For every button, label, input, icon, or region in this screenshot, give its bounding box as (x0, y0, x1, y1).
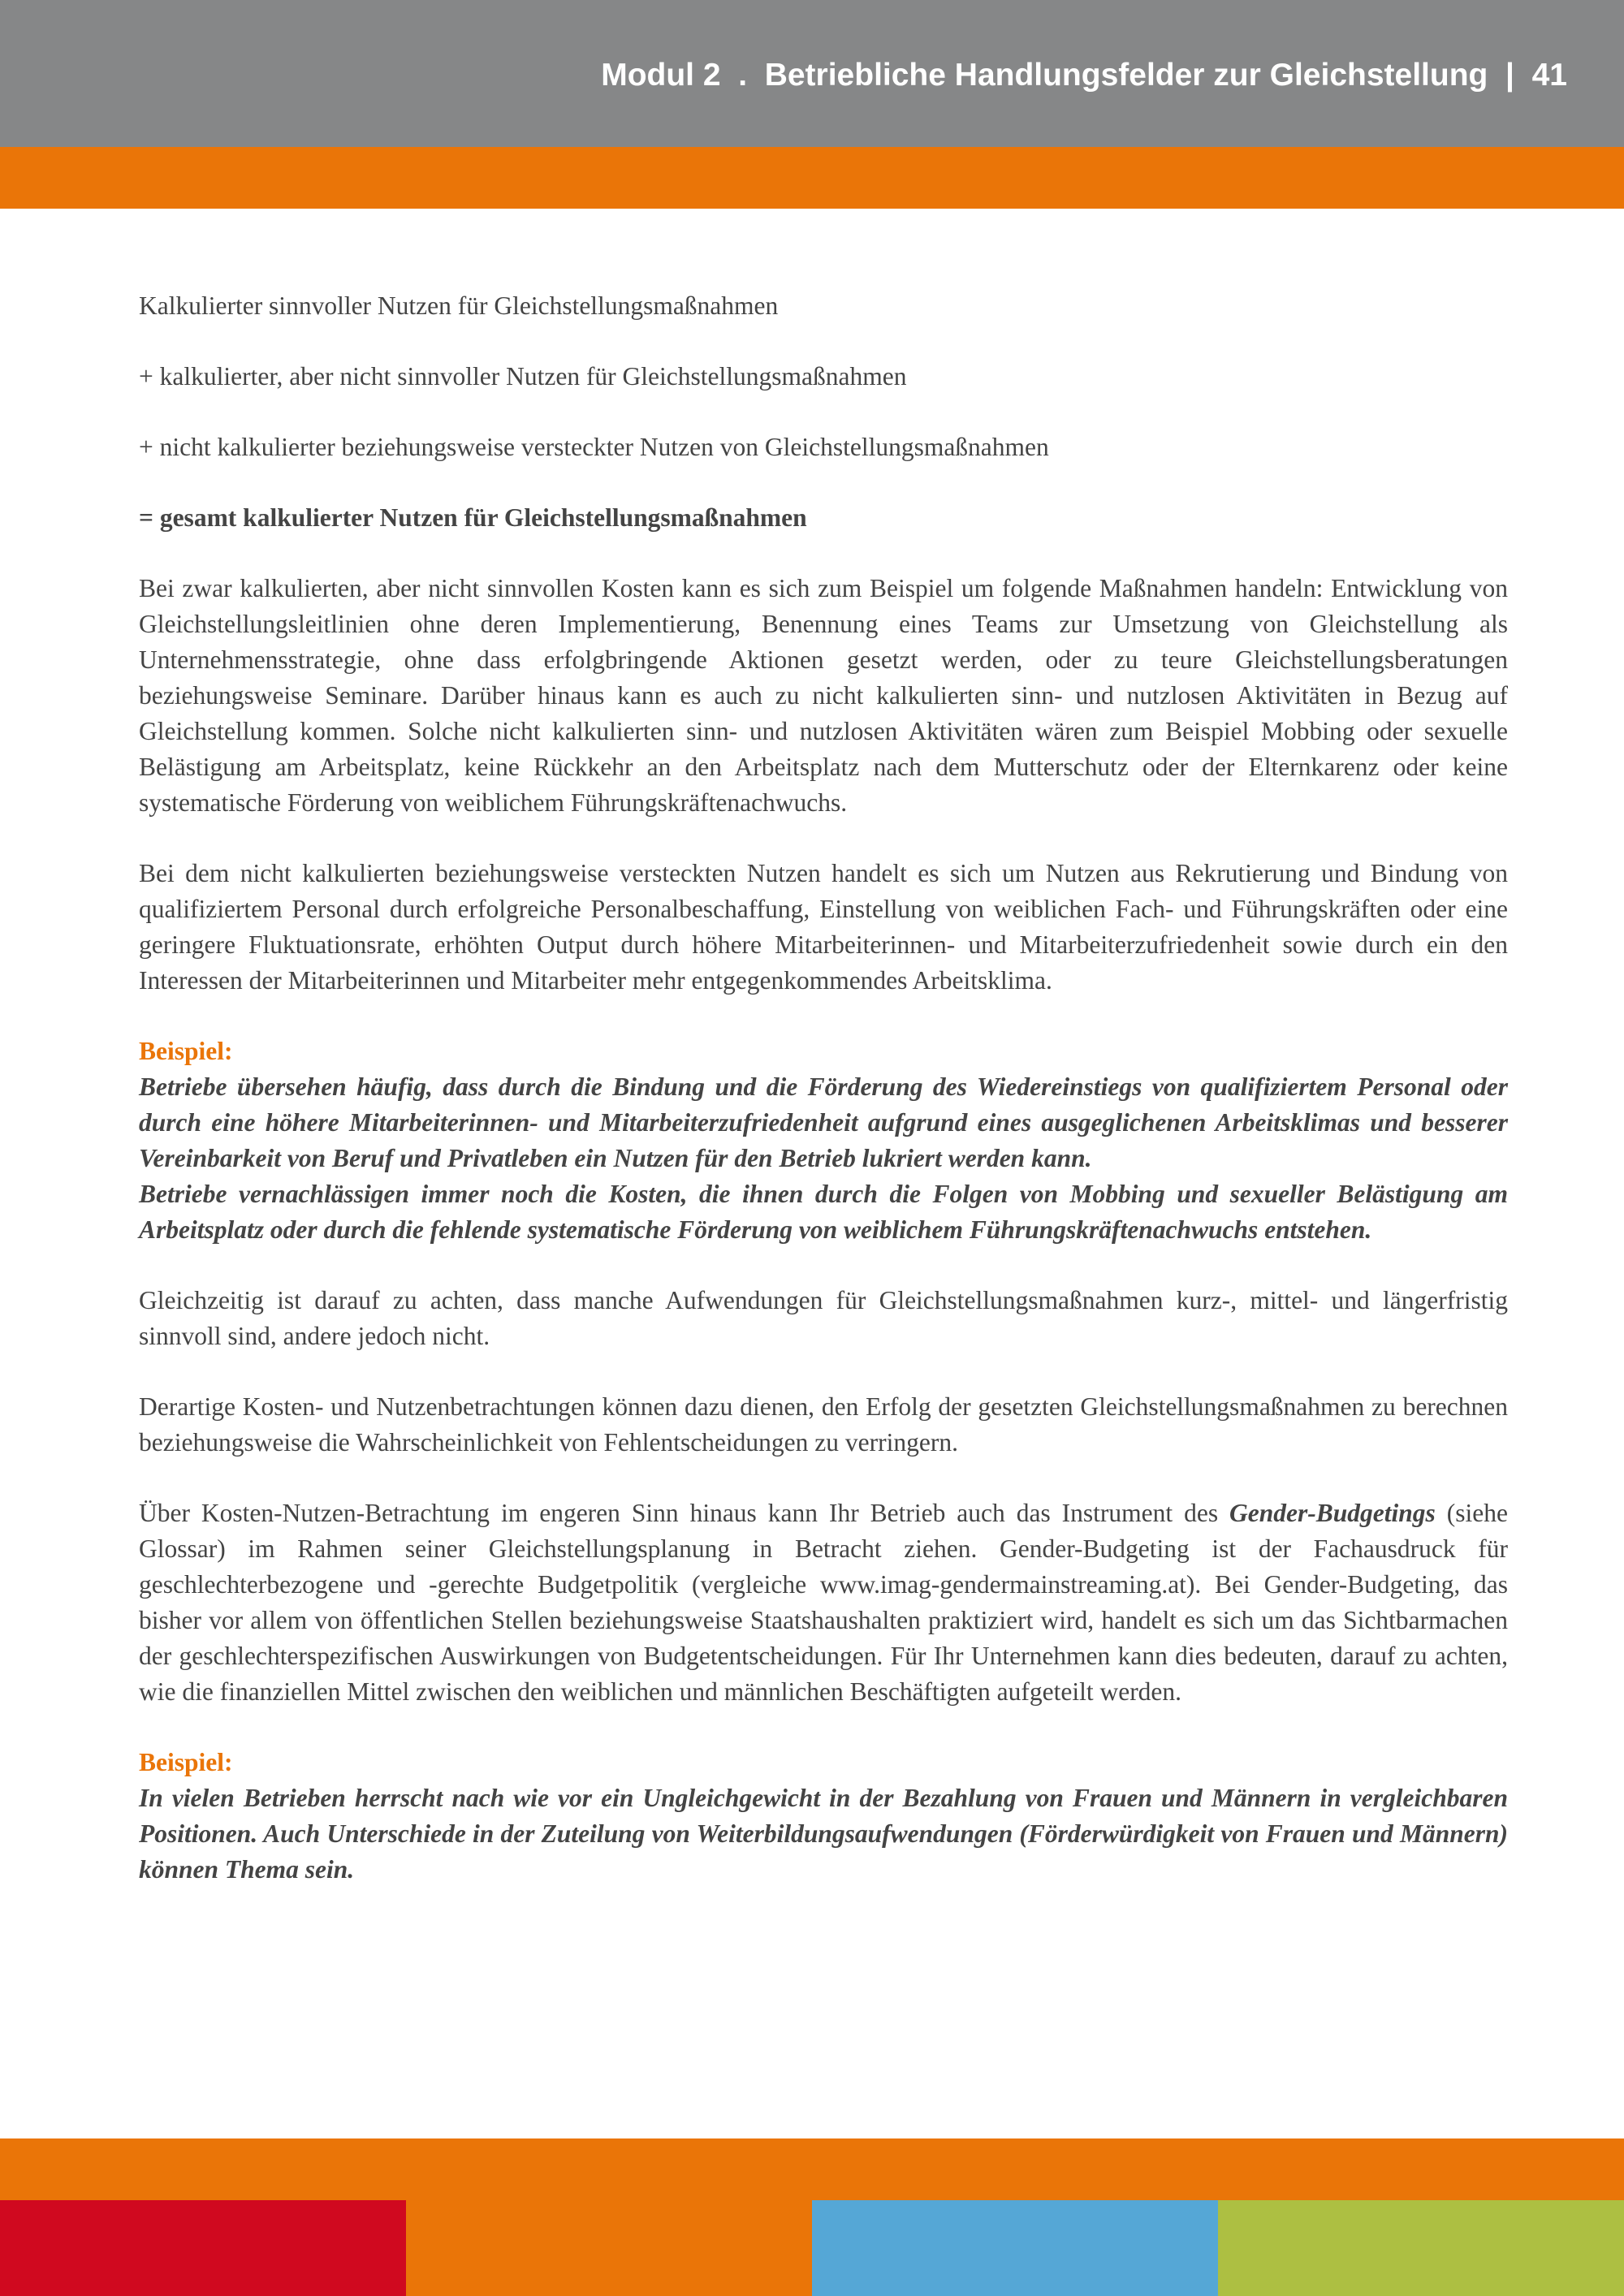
gender-budgeting-term: Gender-Budgetings (1229, 1499, 1436, 1527)
text-span: (siehe Glossar) im Rahmen seiner Gleichstellungsplanung in Betracht ziehen. Gender-Budgeting ist der Fachausdruck für geschlechterbezogene und -gerechte Budgetpolitik (vergleiche www.imag-gendermainstreaming.at). Bei Gender-Budgeting, das bisher vor allem von öffentlichen Stellen beziehungsweise Staatshaushalten praktiziert wird, handelt es sich um das Sichtbarmachen der geschlechterspezifischen Auswirkungen von Budgetentscheidungen. Für Ihr Unternehmen kann dies bedeuten, darauf zu achten, wie die finanziellen Mittel zwischen den weiblichen und männlichen Beschäftigten aufgeteilt werden. (139, 1499, 1508, 1706)
paragraph-cost-benefit: Derartige Kosten- und Nutzenbetrachtungen können dazu dienen, den Erfolg der gesetzten Gleichstellungsmaßnahmen zu berechnen beziehungsweise die Wahrscheinlichkeit von Fehlentscheidungen zu verringern. (139, 1392, 1508, 1457)
formula-line-1: Kalkulierter sinnvoller Nutzen für Gleichstellungsmaßnahmen (139, 291, 779, 320)
example-text: Betriebe übersehen häufig, dass durch die Bindung und die Förderung des Wiedereinstiegs von qualifiziertem Personal oder durch eine höhere Mitarbeiterinnen- und Mitarbeiterzufriedenheit aufgrund eines ausgeglichenen Arbeitsklimas und besserer Vereinbarkeit von Beruf und Privatleben ein Nutzen für den Betrieb lukriert werden kann. (139, 1072, 1508, 1172)
header-title: Modul 2 . Betriebliche Handlungsfelder zur Gleichstellung | 41 (601, 58, 1567, 93)
example-box-1 (139, 1034, 1508, 1248)
formula-total-line: = gesamt kalkulierter Nutzen für Gleichstellungsmaßnahmen (139, 503, 807, 532)
example-label: Beispiel: (139, 1748, 233, 1776)
formula-line-2: + kalkulierter, aber nicht sinnvoller Nutzen für Gleichstellungsmaßnahmen (139, 362, 907, 391)
footer-color-blocks (0, 2200, 1624, 2296)
paragraph-expenses: Gleichzeitig ist darauf zu achten, dass manche Aufwendungen für Gleichstellungsmaßnahmen kurz-, mittel- und längerfristig sinnvoll sind, andere jedoch nicht. (139, 1286, 1508, 1350)
example-text: In vielen Betrieben herrscht nach wie vor ein Ungleichgewicht in der Bezahlung von Frauen und Männern in vergleichbaren Positionen. Auch Unterschiede in der Zuteilung von Weiterbildungsaufwendungen (Förderwürdigkeit von Frauen und Männern) können Thema sein. (139, 1784, 1508, 1884)
example-label: Beispiel: (139, 1037, 233, 1065)
example-text: Betriebe vernachlässigen immer noch die Kosten, die ihnen durch die Folgen von Mobbing und sexueller Belästigung am Arbeitsplatz oder durch die fehlende systematische Förderung von weiblichem Führungskräftenachwuchs entstehen. (139, 1180, 1508, 1244)
paragraph-costs: Bei zwar kalkulierten, aber nicht sinnvollen Kosten kann es sich zum Beispiel um folgende Maßnahmen handeln: Entwicklung von Gleichstellungsleitlinien ohne deren Implementierung, Benennung eines Teams zur Umsetzung von Gleichstellung als Unternehmensstrategie, ohne dass erfolgbringende Aktionen gesetzt werden, oder zu teure Gleichstellungsberatungen beziehungsweise Seminare. Darüber hinaus kann es auch zu nicht kalkulierten sinn- und nutzlosen Aktivitäten in Bezug auf Gleichstellung kommen. Solche nicht kalkulierten sinn- und nutzlosen Aktivitäten wären zum Beispiel Mobbing oder sexuelle Belästigung am Arbeitsplatz, keine Rückkehr an den Arbeitsplatz nach dem Mutterschutz oder der Elternkarenz oder keine systematische Förderung von weiblichem Führungskräftenachwuchs. (139, 574, 1508, 817)
paragraph-hidden-benefit: Bei dem nicht kalkulierten beziehungsweise versteckten Nutzen handelt es sich um Nutzen aus Rekrutierung und Bindung von qualifiziertem Personal durch erfolgreiche Personalbeschaffung, Einstellung von weiblichen Fach- und Führungskräften oder eine geringere Fluktuationsrate, erhöhten Output durch höhere Mitarbeiterinnen- und Mitarbeiterzufriedenheit sowie durch ein den Interessen der Mitarbeiterinnen und Mitarbeiter mehr entgegenkommendes Arbeitsklima. (139, 859, 1508, 995)
paragraph-gender-budgeting (139, 1495, 1508, 1710)
footer-blue-block (812, 2200, 1218, 2296)
footer-orange-stripe (0, 2138, 1624, 2200)
example-box-2 (139, 1745, 1508, 1888)
formula-line-3: + nicht kalkulierter beziehungsweise versteckter Nutzen von Gleichstellungsmaßnahmen (139, 433, 1049, 461)
header-orange-stripe (0, 147, 1624, 209)
page-content (139, 288, 1508, 1923)
footer-green-block (1218, 2200, 1624, 2296)
footer-orange-block (406, 2200, 812, 2296)
header-bar (0, 0, 1624, 147)
footer-red-block (0, 2200, 406, 2296)
text-span: Über Kosten-Nutzen-Betrachtung im engeren Sinn hinaus kann Ihr Betrieb auch das Instrument des (139, 1499, 1230, 1527)
